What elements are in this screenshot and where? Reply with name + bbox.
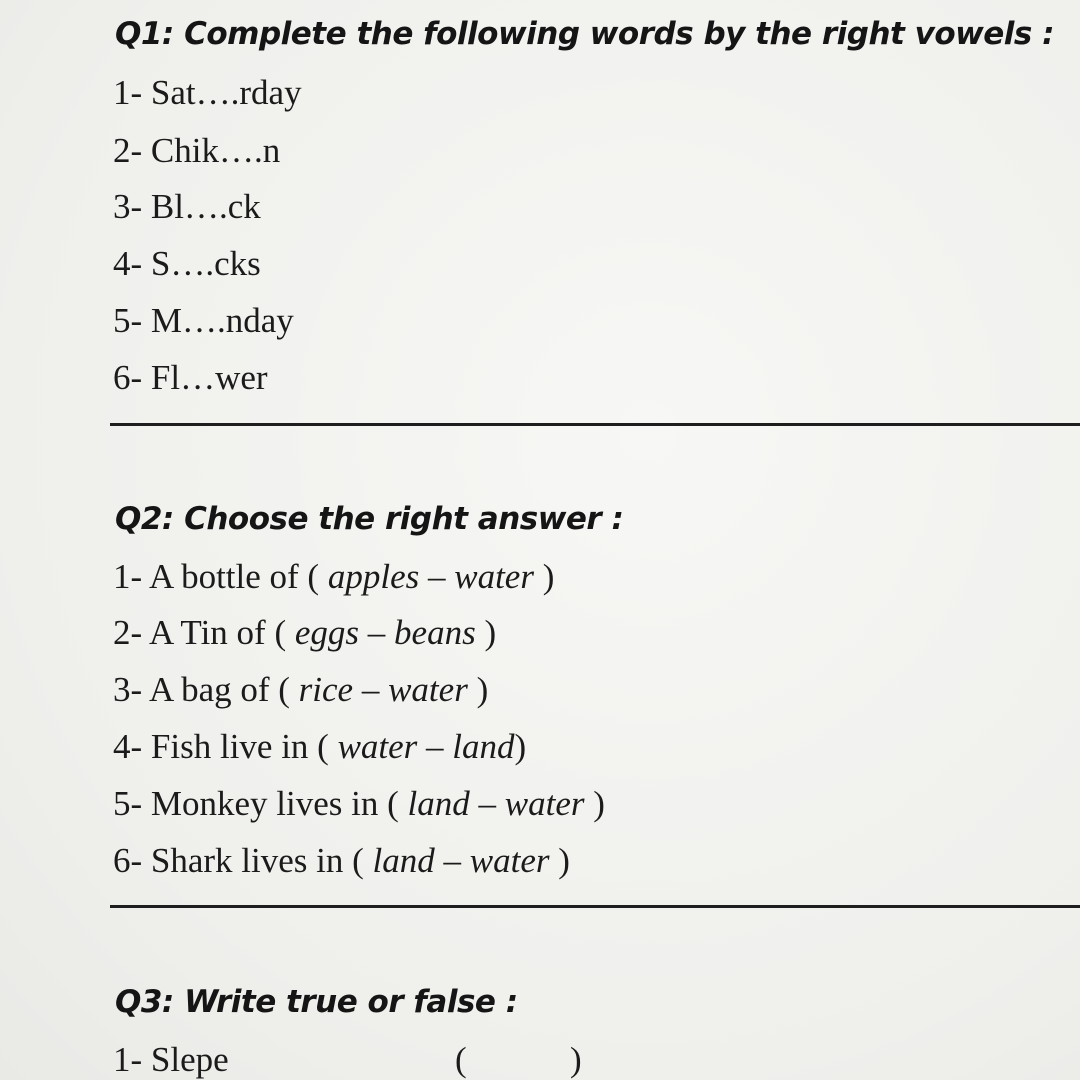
section-divider-2: [110, 905, 1080, 908]
q1-heading: Q1: Complete the following words by the right vowels :: [115, 16, 1055, 52]
q2-item-1: [113, 557, 554, 597]
q3-item-1-close-paren: ): [570, 1040, 582, 1079]
q2-item-close: ): [467, 670, 489, 709]
section-divider-1: [110, 423, 1080, 426]
q2-heading: Q2: Choose the right answer :: [115, 501, 624, 537]
q2-item-stem: 6- Shark lives in (: [113, 841, 373, 880]
q2-item-options: apples – water: [327, 557, 534, 596]
q2-item-options: eggs – beans: [294, 613, 476, 652]
q2-item-stem: 1- A bottle of (: [113, 557, 328, 596]
q1-item-1: 1- Sat….rday: [113, 73, 302, 112]
q3-heading: Q3: Write true or false :: [115, 984, 518, 1020]
q1-item-3: 3- Bl….ck: [113, 187, 261, 226]
q2-item-5: [113, 784, 605, 824]
q2-item-stem: 3- A bag of (: [113, 670, 299, 709]
q2-item-options: rice – water: [298, 670, 468, 709]
q2-item-options: land – water: [372, 841, 550, 880]
q2-item-options: water – land: [337, 727, 515, 766]
q1-item-4: 4- S….cks: [113, 244, 261, 283]
q2-item-2: [113, 613, 496, 653]
q1-item-5: 5- M….nday: [113, 301, 294, 340]
q2-item-close: ): [549, 841, 570, 880]
q2-item-close: ): [584, 784, 605, 823]
q2-item-close: ): [533, 557, 555, 596]
q2-item-stem: 2- A Tin of (: [113, 613, 295, 652]
q1-item-6: 6- Fl…wer: [113, 358, 268, 397]
q3-item-1-word: 1- Slepe: [113, 1040, 229, 1079]
q2-item-close: ): [475, 613, 497, 652]
q2-item-4: [113, 727, 526, 767]
q1-item-2: 2- Chik….n: [113, 131, 281, 170]
q2-item-stem: 4- Fish live in (: [113, 727, 338, 766]
q2-item-close: ): [514, 727, 527, 766]
q2-item-3: [113, 670, 488, 710]
q2-item-stem: 5- Monkey lives in (: [113, 784, 408, 823]
q2-item-options: land – water: [407, 784, 585, 823]
q2-item-6: [113, 841, 570, 881]
q3-item-1-open-paren: (: [455, 1040, 467, 1079]
